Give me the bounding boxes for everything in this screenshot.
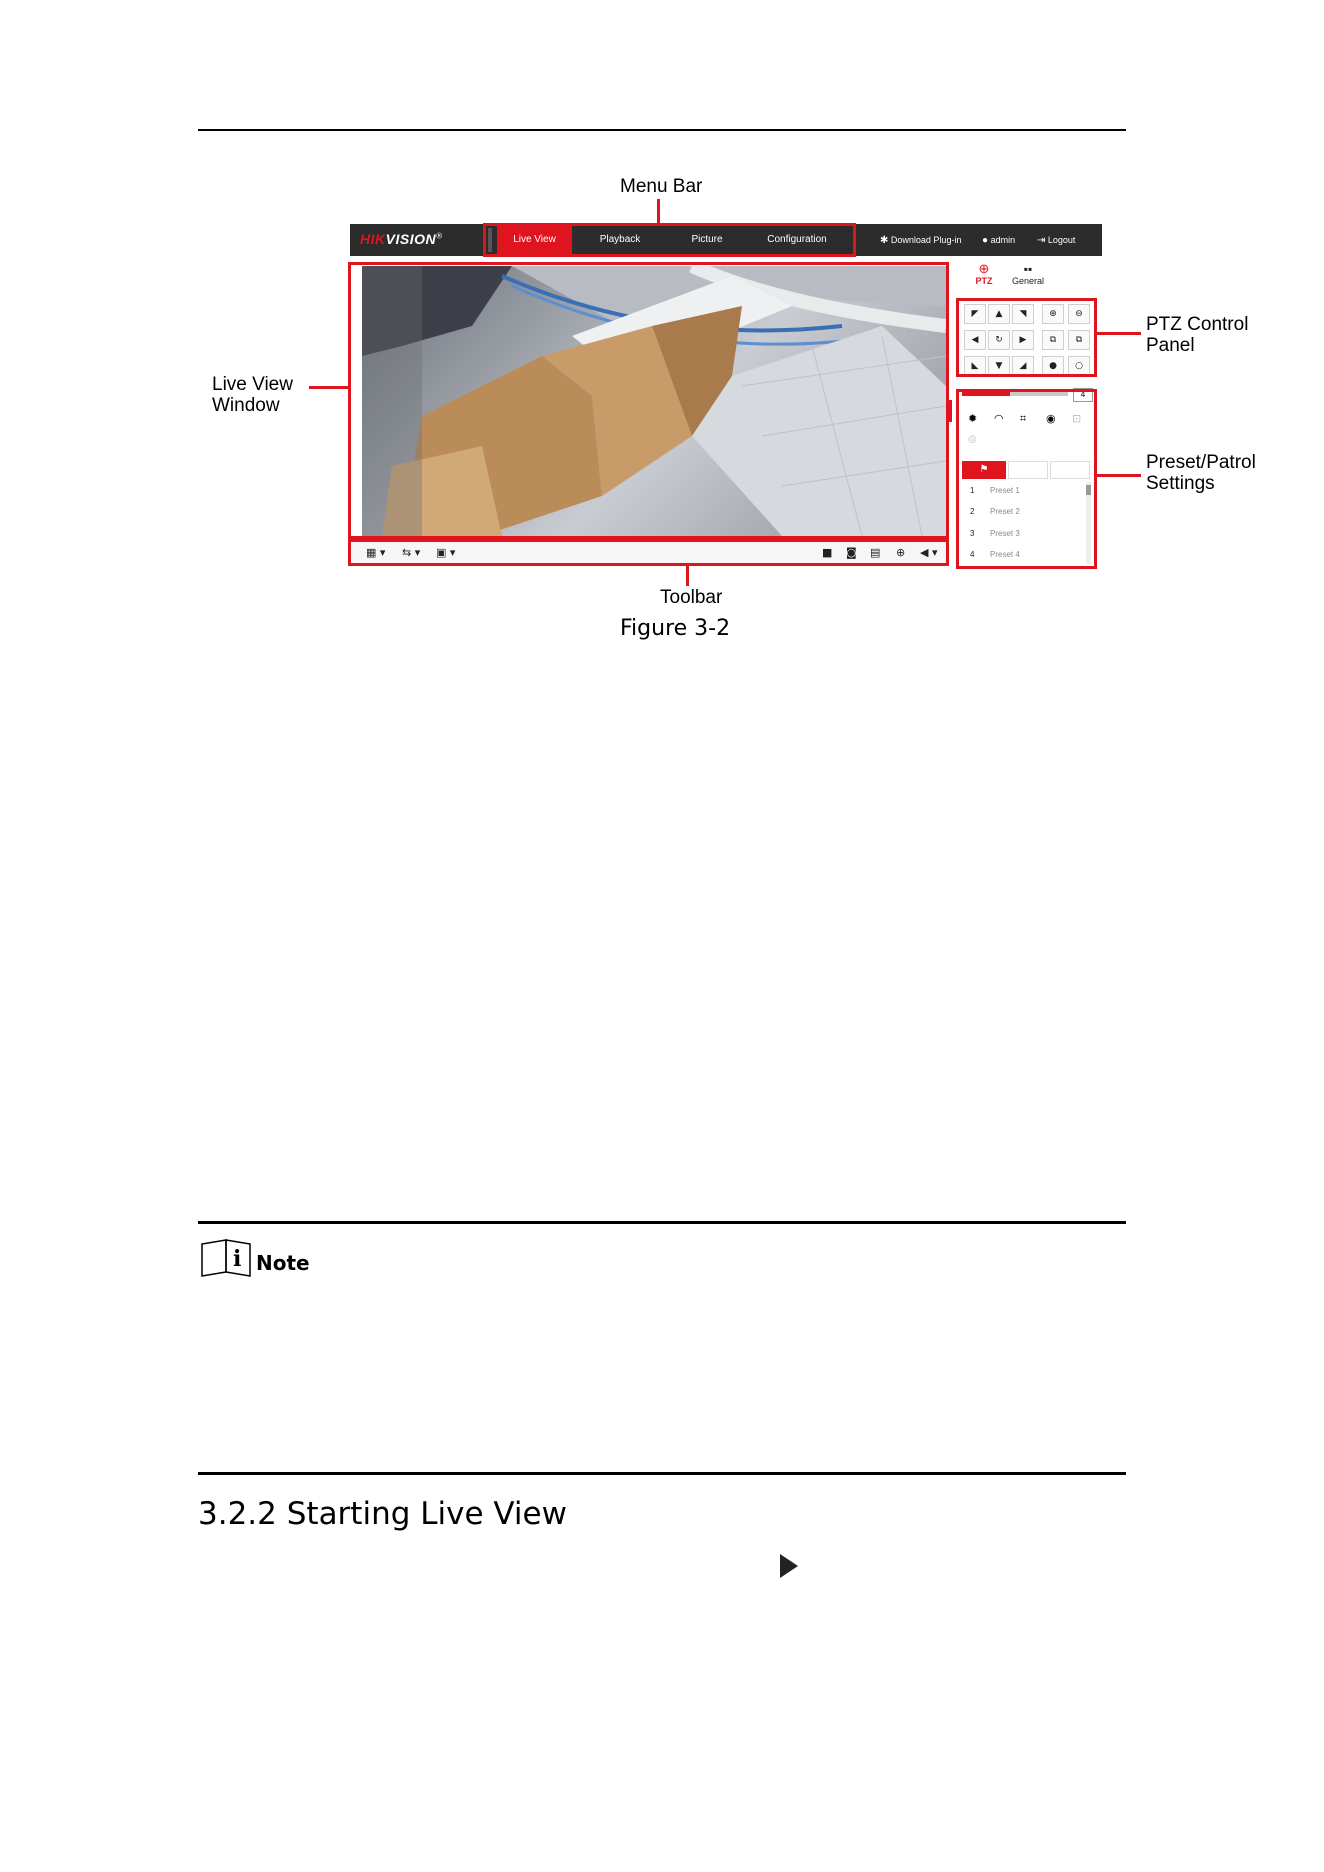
callout-live-view-window: Live View Window [212,374,293,416]
section-heading: 3.2.2 Starting Live View [198,1496,567,1532]
note-label: Note [256,1251,310,1275]
tab-ptz[interactable]: ⊕ PTZ [970,262,998,286]
zoom-out-icon[interactable]: ⊖ [1068,304,1090,324]
wiper-icon[interactable]: ◠ [994,412,1004,425]
light-icon[interactable]: ✹ [968,412,978,425]
window-layout-icon[interactable]: ▦ ▾ [366,546,386,559]
hikvision-logo: HIKVISION® [360,231,443,247]
callout-line-preset [1097,474,1141,477]
pan-up-left-button[interactable]: ◤ [964,304,986,324]
play-icon [778,1552,800,1580]
note-book-icon [200,1238,256,1278]
pan-down-left-button[interactable]: ◣ [964,356,986,376]
tab-picture[interactable]: Picture [691,234,723,245]
callout-line-ptz [1097,332,1141,335]
list-item[interactable]: 3 Preset 3 [970,529,1020,538]
stream-select-icon[interactable]: ⇆ ▾ [402,546,421,559]
ptz-icon: ⊕ [978,261,990,276]
callout-toolbar: Toolbar [660,587,723,608]
iris-open-icon[interactable]: ● [1042,356,1064,376]
user-menu[interactable]: ● admin [982,235,1016,246]
focus-far-icon[interactable]: ⧉ [1068,330,1090,350]
callout-preset-patrol-settings: Preset/Patrol Settings [1146,452,1256,494]
pan-up-right-button[interactable]: ◥ [1012,304,1034,324]
tab-playback[interactable]: Playback [599,234,641,245]
callout-menu-bar: Menu Bar [620,176,703,197]
svg-text:i: i [233,1246,242,1272]
general-icon: ▪▪ [1023,262,1033,276]
side-expand-handle[interactable] [946,400,952,422]
pan-down-button[interactable]: ▼ [988,356,1010,376]
user-icon: ● [982,235,989,246]
list-item[interactable]: 2 Preset 2 [970,507,1020,516]
list-item[interactable]: 1 Preset 1 [970,486,1020,495]
digital-zoom-icon[interactable]: ⊕ [896,546,906,559]
note-top-rule [198,1221,1126,1224]
download-plugin-icon: ✱ [880,235,889,246]
download-plugin-link[interactable]: ✱ Download Plug-in [880,235,962,246]
pan-up-button[interactable]: ▲ [988,304,1010,324]
header-rule [198,129,1126,131]
iris-close-icon[interactable]: ○ [1068,356,1090,376]
preset-flag-icon: ⚑ [979,464,989,475]
live-view-window-highlight [348,262,949,539]
list-item[interactable]: 4 Preset 4 [970,550,1020,559]
tab-general[interactable]: ▪▪ General [1008,262,1048,286]
manual-tracking-icon[interactable]: ⊡ [1072,412,1082,425]
tab-live-view[interactable]: Live View [497,224,572,256]
preset-panel-highlight [956,389,1097,569]
zoom-in-icon[interactable]: ⊕ [1042,304,1064,324]
toolbar-highlight [348,539,949,566]
auxiliary-focus-icon[interactable]: ⌗ [1020,412,1027,425]
callout-line-menu-bar [657,199,660,223]
logout-icon: ⇥ [1037,235,1046,246]
speed-value: 4 [1073,388,1093,402]
tab-configuration[interactable]: Configuration [767,234,827,245]
figure-caption: Figure 3-2 [620,616,731,641]
ptz-panel-highlight [956,298,1097,377]
capture-icon[interactable]: ◙ [846,546,857,559]
lens-init-icon[interactable]: ◉ [1046,412,1056,425]
logout-link[interactable]: ⇥ Logout [1037,235,1076,246]
callout-line-toolbar [686,566,689,586]
pan-right-button[interactable]: ▶ [1012,330,1034,350]
auto-pan-button[interactable]: ↻ [988,330,1010,350]
callout-ptz-control-panel: PTZ Control Panel [1146,314,1249,356]
pan-down-right-button[interactable]: ◢ [1012,356,1034,376]
audio-icon[interactable]: ◀ ▾ [920,546,938,559]
stop-icon[interactable]: ■ [822,546,833,559]
pan-left-button[interactable]: ◀ [964,330,986,350]
menu-bar-highlight [483,223,856,257]
callout-line-live-view [309,386,349,389]
plugin-select-icon[interactable]: ▣ ▾ [436,546,456,559]
focus-near-icon[interactable]: ⧉ [1042,330,1064,350]
3d-positioning-icon[interactable]: ◎ [968,434,977,445]
record-icon[interactable]: ▤ [870,546,881,559]
note-bottom-rule [198,1472,1126,1475]
